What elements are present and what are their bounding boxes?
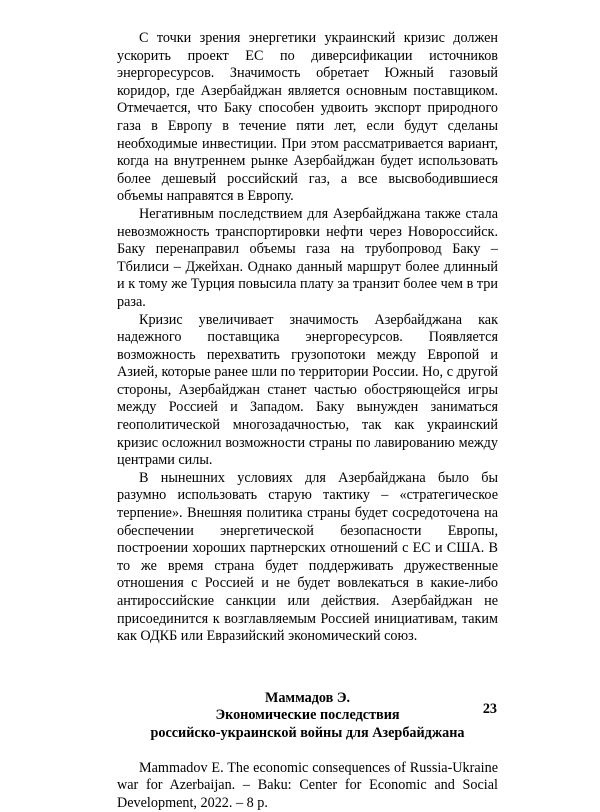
article-heading — [117, 690, 498, 743]
heading-author: Маммадов Э. — [264, 689, 351, 706]
bibliographic-reference: Mammadov E. The economic consequences of Russia-Ukraine war for Azerbaijan. – Baku: Center for Economic and Social Development, 2022. – 8 p. — [117, 759, 498, 811]
paragraph-3: Кризис увеличивает значимость Азербайджана как надежного поставщика энергоресурсов. Появляется возможность перехватить грузопотоки между Европой и Азией, которые ранее шли по территории России. Но, с другой стороны, Азербайджан станет частью обостряющейся игры между Россией и Западом. Баку вынужден заниматься геополитической многозадачностью, так как украинский кризис осложнил возможности страны по лавированию между центрами силы. — [117, 311, 498, 469]
page-number: 23 — [482, 701, 497, 717]
document-page — [117, 30, 498, 812]
heading-title-line-1: Экономические последствия — [215, 707, 400, 724]
paragraph-4: В нынешних условиях для Азербайджана было бы разумно использовать старую тактику – «стратегическое терпение». Внешняя политика страны будет сосредоточена на обеспечении энергетической безопасности Европы, построении хороших партнерских отношений с ЕС и США. В то же время страна будет поддерживать дружественные отношения с Россией и не будет вовлекаться в какие-либо антироссийские санкции или действия. Азербайджан не присоединится к возглавляемым Россией инициативам, таким как ОДКБ или Евразийский экономический союз. — [117, 469, 498, 645]
heading-title-line-2: российско-украинской войны для Азербайджана — [150, 724, 465, 741]
paragraph-2: Негативным последствием для Азербайджана также стала невозможность транспортировки нефти через Новороссийск. Баку перенаправил объемы газа на трубопровод Баку – Тбилиси – Джейхан. Однако данный маршрут более длинный и к тому же Турция повысила плату за транзит более чем в три раза. — [117, 205, 498, 310]
paragraph-1: С точки зрения энергетики украинский кризис должен ускорить проект ЕС по диверсификации источников энергоресурсов. Значимость обретает Южный газовый коридор, где Азербайджан является основным поставщиком. Отмечается, что Баку способен удвоить экспорт природного газа в Европу в течение пяти лет, если будут сделаны необходимые инвестиции. При этом рассматривается вариант, когда на внутреннем рынке Азербайджан будет использовать более дешевый российский газ, а все высвободившиеся объемы направятся в Европу. — [117, 30, 498, 205]
body-text — [117, 30, 498, 646]
